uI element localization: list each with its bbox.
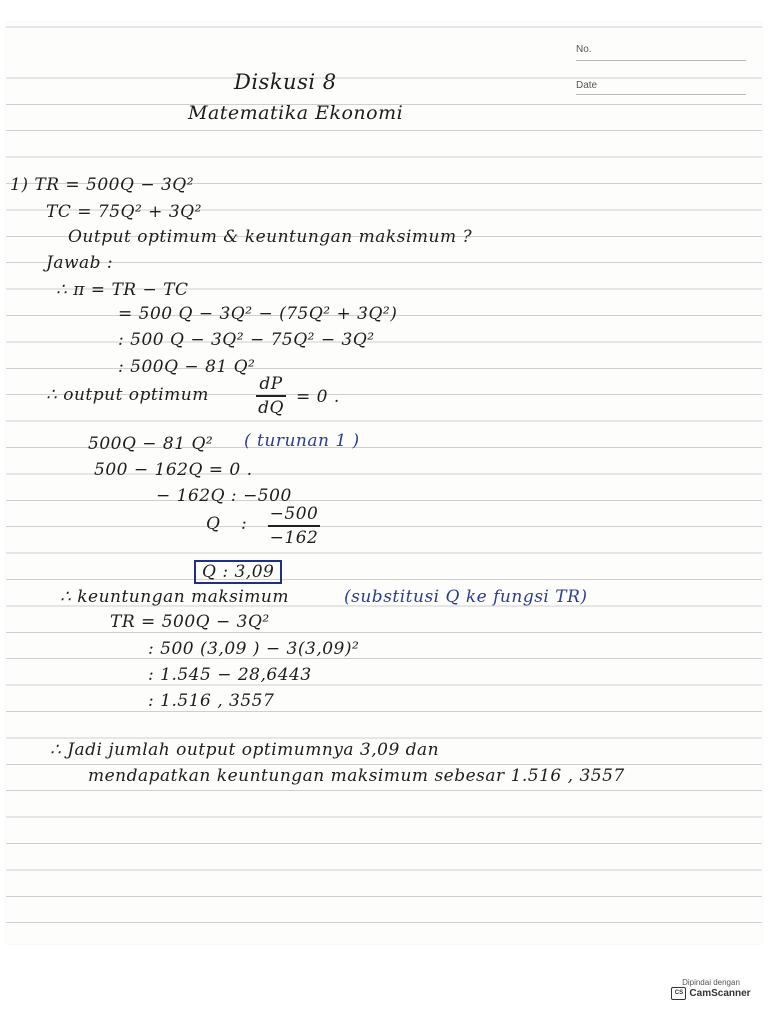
line-q-colon: : [241, 514, 248, 534]
fraction-bar [256, 395, 286, 397]
line-question: Output optimum & keuntungan maksimum ? [68, 227, 473, 247]
line-turunan-note: ( turunan 1 ) [244, 431, 360, 451]
scanner-caption: Dipindai dengan [682, 978, 740, 987]
no-label: No. [576, 44, 592, 55]
line-tr-result: : 1.516 , 3557 [148, 691, 275, 711]
line-output-optimum: ∴ output optimum [46, 385, 209, 405]
scanner-brand [666, 987, 756, 1000]
line-q-label: Q [206, 514, 221, 534]
line-derivative-zero: 500 − 162Q = 0 . [94, 460, 253, 480]
q-fraction-denominator: −162 [269, 527, 319, 548]
line-derivative-expr: 500Q − 81 Q² [88, 434, 214, 454]
camscanner-logo-icon: CS [671, 987, 686, 1000]
q-result-box [194, 560, 282, 584]
page-title: Diskusi 8 [234, 70, 337, 94]
line-conclusion-1: ∴ Jadi jumlah output optimumnya 3,09 dan [50, 740, 440, 760]
line-tr: 1) TR = 500Q − 3Q² [10, 175, 195, 195]
no-line [576, 60, 746, 61]
date-label: Date [576, 80, 598, 91]
notebook-page [6, 22, 762, 944]
page-subtitle: Matematika Ekonomi [188, 102, 404, 124]
line-keuntungan-maksimum: ∴ keuntungan maksimum [60, 587, 289, 607]
q-result: Q : 3,09 [202, 562, 275, 582]
line-tr-substituted: : 500 (3,09 ) − 3(3,09)² [148, 639, 360, 659]
line-tc: TC = 75Q² + 3Q² [46, 202, 202, 222]
line-tr-formula: TR = 500Q − 3Q² [110, 612, 270, 632]
date-line [576, 94, 746, 95]
q-fraction-numerator: −500 [269, 504, 319, 524]
fraction-denominator: dQ [258, 397, 284, 418]
line-tr-values: : 1.545 − 28,6443 [148, 665, 312, 685]
fraction-numerator: dP [259, 374, 283, 394]
line-step3: : 500Q − 81 Q² [118, 357, 256, 377]
scanner-brand-name: CamScanner [689, 988, 751, 999]
line-conclusion-2: mendapatkan keuntungan maksimum sebesar 1.516 , 3557 [88, 766, 625, 786]
line-step1: = 500 Q − 3Q² − (75Q² + 3Q²) [118, 304, 398, 324]
q-fraction-bar [268, 525, 320, 527]
camscanner-watermark [666, 978, 756, 1012]
line-profit: ∴ π = TR − TC [56, 280, 189, 300]
line-jawab: Jawab : [46, 253, 114, 273]
line-step2: : 500 Q − 3Q² − 75Q² − 3Q² [118, 330, 375, 350]
line-solve1: − 162Q : −500 [156, 486, 292, 506]
line-substitusi-note: (substitusi Q ke fungsi TR) [344, 587, 588, 607]
line-equals-zero: = 0 . [296, 387, 340, 407]
derivative-fraction [256, 374, 286, 418]
q-fraction [268, 504, 320, 548]
